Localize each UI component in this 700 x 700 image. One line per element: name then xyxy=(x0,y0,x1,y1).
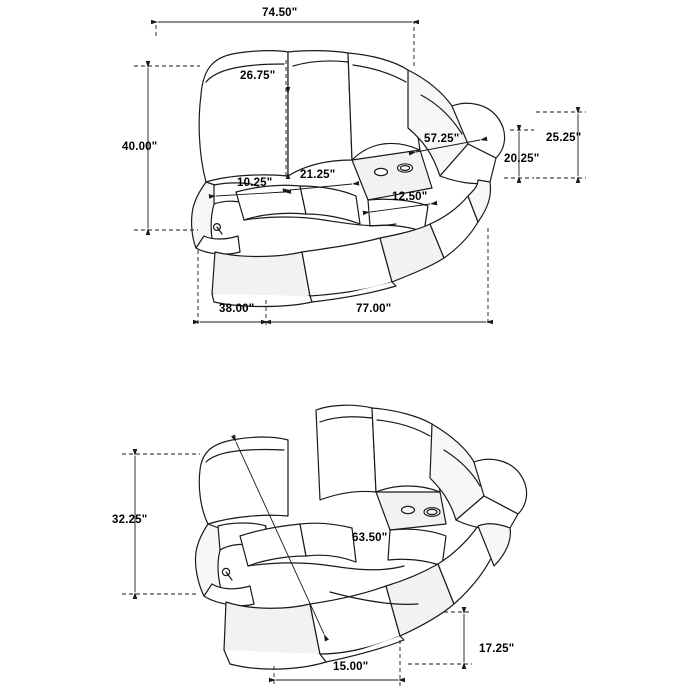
dim-loveseat-diagonal: 63.50" xyxy=(352,532,388,544)
dim-sofa-seat-width: 21.25" xyxy=(300,169,336,181)
dim-loveseat-seat-depth: 17.25" xyxy=(479,643,515,655)
dim-loveseat-height: 32.25" xyxy=(112,514,148,526)
dim-sofa-base-left: 38.00" xyxy=(219,303,255,315)
dim-loveseat-base-width: 15.00" xyxy=(333,661,369,673)
dim-sofa-seat-height-left: 40.00" xyxy=(122,141,158,153)
dim-sofa-arm-width: 10.25" xyxy=(237,177,273,189)
dim-sofa-seat-depth: 20.25" xyxy=(504,153,540,165)
dim-sofa-overall-width: 74.50" xyxy=(262,7,298,19)
dim-sofa-arm-height: 25.25" xyxy=(546,132,582,144)
dim-sofa-depth-diagonal: 57.25" xyxy=(424,133,460,145)
dim-sofa-console-width: 12.50" xyxy=(392,191,428,203)
dim-sofa-back-height: 26.75" xyxy=(240,70,276,82)
dim-sofa-base-right: 77.00" xyxy=(356,303,392,315)
